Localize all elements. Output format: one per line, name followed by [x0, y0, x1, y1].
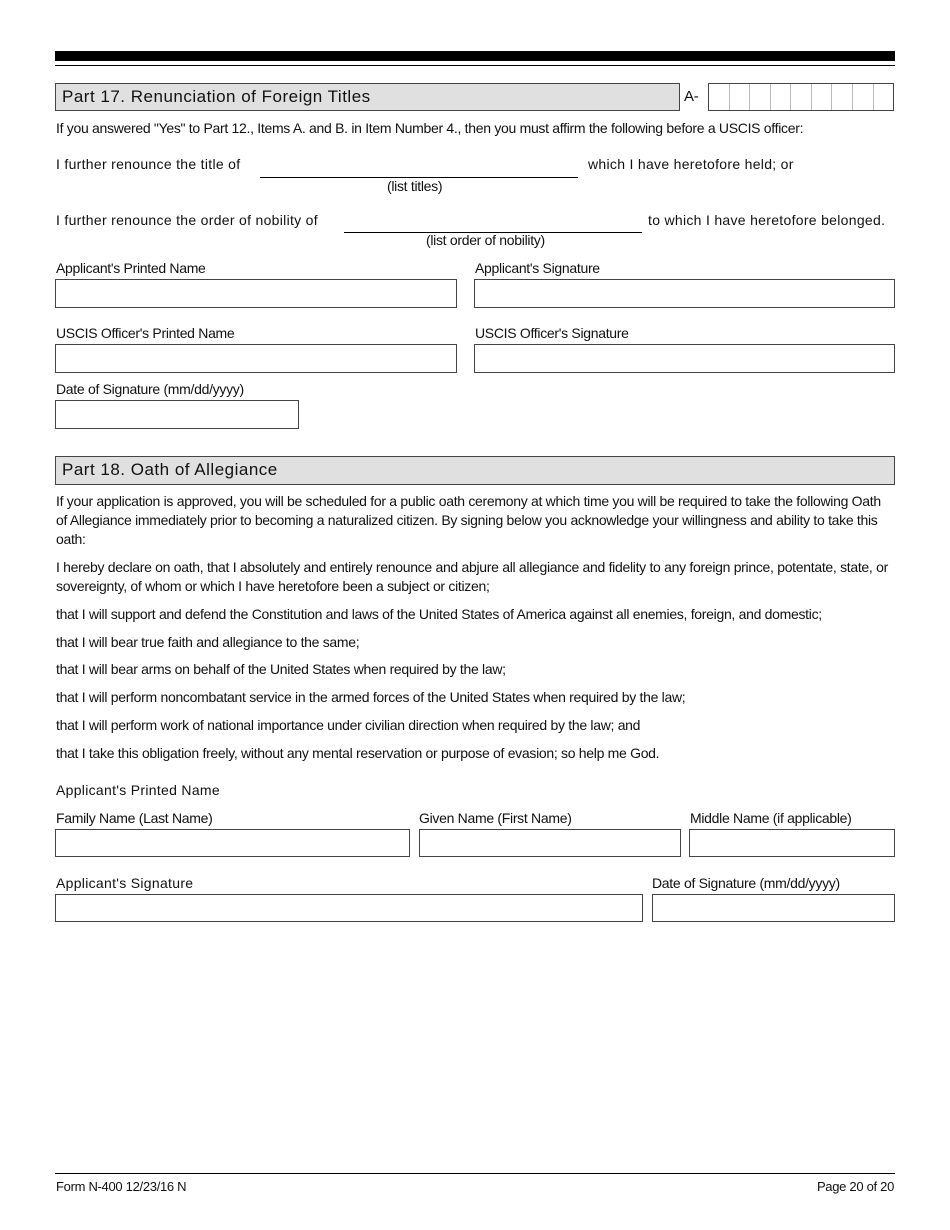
oath-line: I hereby declare on oath, that I absolutely and entirely renounce and abjure all allegiance and fidelity to any foreign prince, potentate, state, or sovereignty, of whom or which I have heretofore been a subject or citizen;: [56, 559, 888, 594]
oath-line: that I will perform work of national importance under civilian direction when required by the law; and: [56, 717, 641, 733]
applicant-signature-field[interactable]: [474, 279, 895, 308]
title-line-pre: I further renounce the title of: [56, 156, 241, 172]
part18-signature-label: Applicant's Signature: [56, 875, 194, 891]
footer-page-number: Page 20 of 20: [816, 1179, 894, 1194]
oath-line: that I will bear true faith and allegiance to the same;: [56, 634, 360, 650]
part17-header: Part 17. Renunciation of Foreign Titles: [55, 83, 680, 111]
part18-header: Part 18. Oath of Allegiance: [55, 456, 895, 485]
given-name-field[interactable]: [419, 829, 681, 857]
part17-intro: If you answered "Yes" to Part 12., Items A. and B. in Item Number 4., then you must affirm the following before a USCIS officer:: [56, 120, 804, 136]
oath-line: that I will support and defend the Constitution and laws of the United States of America against all enemies, foreign, and domestic;: [56, 606, 822, 622]
oath-line: that I will perform noncombatant service in the armed forces of the United States when required by the law;: [56, 689, 686, 705]
part17-date-field[interactable]: [55, 400, 299, 429]
part18-intro: If your application is approved, you will be scheduled for a public oath ceremony at which time you will be required to take the following Oath of Allegiance immediately prior to becoming a naturalized citizen. By signing below you acknowledge your willingness and ability to take this oath:: [56, 493, 881, 547]
officer-signature-field[interactable]: [474, 344, 895, 373]
part18-date-field[interactable]: [652, 894, 895, 922]
printed-name-heading: Applicant's Printed Name: [56, 782, 220, 798]
part18-signature-field[interactable]: [55, 894, 643, 922]
applicant-printed-name-field[interactable]: [55, 279, 457, 308]
footer-form-id: Form N-400 12/23/16 N: [56, 1179, 187, 1194]
a-number-field[interactable]: [708, 83, 894, 111]
nobility-caption: (list order of nobility): [426, 232, 545, 248]
titles-caption: (list titles): [387, 178, 443, 194]
oath-line: that I will bear arms on behalf of the United States when required by the law;: [56, 661, 506, 677]
applicant-signature-label: Applicant's Signature: [475, 260, 600, 276]
top-thin-rule: [55, 65, 895, 66]
officer-printed-name-field[interactable]: [55, 344, 457, 373]
nobility-line-pre: I further renounce the order of nobility of: [56, 212, 318, 228]
part18-date-label: Date of Signature (mm/dd/yyyy): [652, 875, 840, 891]
oath-line: that I take this obligation freely, without any mental reservation or purpose of evasion; so help me God.: [56, 745, 660, 761]
officer-signature-label: USCIS Officer's Signature: [475, 325, 629, 341]
family-name-field[interactable]: [55, 829, 410, 857]
middle-name-field[interactable]: [689, 829, 895, 857]
part17-date-label: Date of Signature (mm/dd/yyyy): [56, 381, 244, 397]
applicant-printed-name-label: Applicant's Printed Name: [56, 260, 206, 276]
top-thick-rule: [55, 51, 895, 61]
given-name-label: Given Name (First Name): [419, 810, 572, 826]
title-line-post: which I have heretofore held; or: [588, 156, 794, 172]
a-number-label: A-: [684, 88, 699, 105]
footer-rule: [55, 1173, 895, 1174]
family-name-label: Family Name (Last Name): [56, 810, 213, 826]
middle-name-label: Middle Name (if applicable): [690, 810, 852, 826]
officer-printed-name-label: USCIS Officer's Printed Name: [56, 325, 235, 341]
nobility-line-post: to which I have heretofore belonged.: [648, 212, 886, 228]
